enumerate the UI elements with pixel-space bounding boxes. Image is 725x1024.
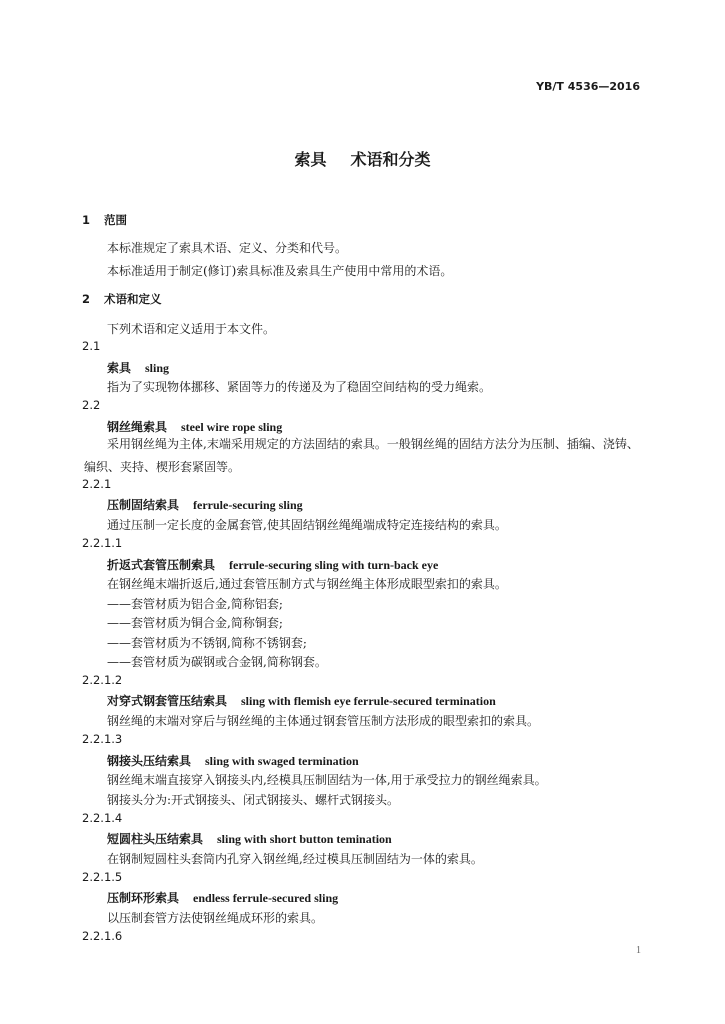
term-cn: 压制环形索具 bbox=[107, 891, 180, 905]
term-cn: 短圆柱头压结索具 bbox=[107, 832, 204, 846]
term-cn: 折返式套管压制索具 bbox=[107, 558, 216, 572]
list-item: ——套管材质为不锈钢,简称不锈钢套; bbox=[107, 636, 307, 650]
clause-number: 2.2 bbox=[82, 398, 101, 412]
page-number: 1 bbox=[636, 945, 641, 956]
term-entry bbox=[107, 752, 359, 769]
term-entry bbox=[107, 556, 438, 573]
intro-paragraph: 下列术语和定义适用于本文件。 bbox=[107, 322, 276, 336]
list-item: ——套管材质为碳钢或合金钢,简称钢套。 bbox=[107, 655, 327, 669]
term-cn: 压制固结索具 bbox=[107, 498, 180, 512]
term-cn: 钢丝绳索具 bbox=[107, 420, 168, 434]
definition: 通过压制一定长度的金属套管,使其固结钢丝绳绳端成特定连接结构的索具。 bbox=[107, 518, 507, 532]
term-entry bbox=[107, 830, 392, 847]
term-cn: 对穿式钢套管压结索具 bbox=[107, 694, 228, 708]
definition: 以压制套管方法使钢丝绳成环形的索具。 bbox=[107, 911, 324, 925]
clause-number: 2.1 bbox=[82, 339, 101, 353]
definition: 指为了实现物体挪移、紧固等力的传递及为了稳固空间结构的受力绳索。 bbox=[107, 380, 492, 394]
definition: 采用钢丝绳为主体,末端采用规定的方法固结的索具。一般钢丝绳的固结方法分为压制、插编、浇铸、编织、夹持、楔形套紧固等。 bbox=[84, 437, 639, 474]
definition: 钢丝绳末端直接穿入钢接头内,经模具压制固结为一体,用于承受拉力的钢丝绳索具。 bbox=[107, 773, 547, 787]
clause-number: 2.2.1.2 bbox=[82, 673, 123, 687]
term-en: endless ferrule-secured sling bbox=[193, 891, 339, 905]
term-cn: 索具 bbox=[107, 361, 132, 375]
clause-number: 2.2.1.3 bbox=[82, 732, 123, 746]
title-part1: 索具 bbox=[294, 150, 327, 169]
list-item: ——套管材质为铝合金,简称铝套; bbox=[107, 597, 283, 611]
definition: 在钢制短圆柱头套筒内孔穿入钢丝绳,经过模具压制固结为一体的索具。 bbox=[107, 852, 483, 866]
scope-paragraph-2: 本标准适用于制定(修订)索具标准及索具生产使用中常用的术语。 bbox=[107, 264, 453, 278]
term-entry bbox=[107, 496, 303, 513]
clause-number: 2.2.1.4 bbox=[82, 811, 123, 825]
standard-number: YB/T 4536—2016 bbox=[536, 80, 640, 93]
clause-number: 2.2.1.6 bbox=[82, 929, 123, 943]
term-en: ferrule-securing sling with turn-back eye bbox=[229, 558, 439, 572]
term-en: sling with swaged termination bbox=[205, 754, 359, 768]
term-en: steel wire rope sling bbox=[181, 420, 283, 434]
term-en: sling with flemish eye ferrule-secured termination bbox=[241, 694, 496, 708]
clause-number: 2.2.1 bbox=[82, 477, 112, 491]
section-heading-1: 1 范围 bbox=[82, 213, 127, 227]
term-en: sling with short button temination bbox=[217, 832, 392, 846]
term-entry bbox=[107, 359, 169, 376]
definition: 钢接头分为:开式钢接头、闭式钢接头、螺杆式钢接头。 bbox=[107, 793, 400, 807]
term-entry bbox=[107, 692, 496, 709]
clause-number: 2.2.1.5 bbox=[82, 870, 123, 884]
title-part2: 术语和分类 bbox=[350, 150, 431, 169]
definition: 钢丝绳的末端对穿后与钢丝绳的主体通过钢套管压制方法形成的眼型索扣的索具。 bbox=[107, 714, 540, 728]
term-en: ferrule-securing sling bbox=[193, 498, 303, 512]
term-en: sling bbox=[145, 361, 170, 375]
scope-paragraph-1: 本标准规定了索具术语、定义、分类和代号。 bbox=[107, 241, 348, 255]
section-heading-2: 2 术语和定义 bbox=[82, 292, 162, 306]
list-item: ——套管材质为铜合金,简称铜套; bbox=[107, 616, 283, 630]
document-title bbox=[0, 147, 725, 170]
clause-number: 2.2.1.1 bbox=[82, 536, 123, 550]
term-entry bbox=[107, 889, 338, 906]
definition: 在钢丝绳末端折返后,通过套管压制方式与钢丝绳主体形成眼型索扣的索具。 bbox=[107, 577, 507, 591]
term-cn: 钢接头压结索具 bbox=[107, 754, 192, 768]
